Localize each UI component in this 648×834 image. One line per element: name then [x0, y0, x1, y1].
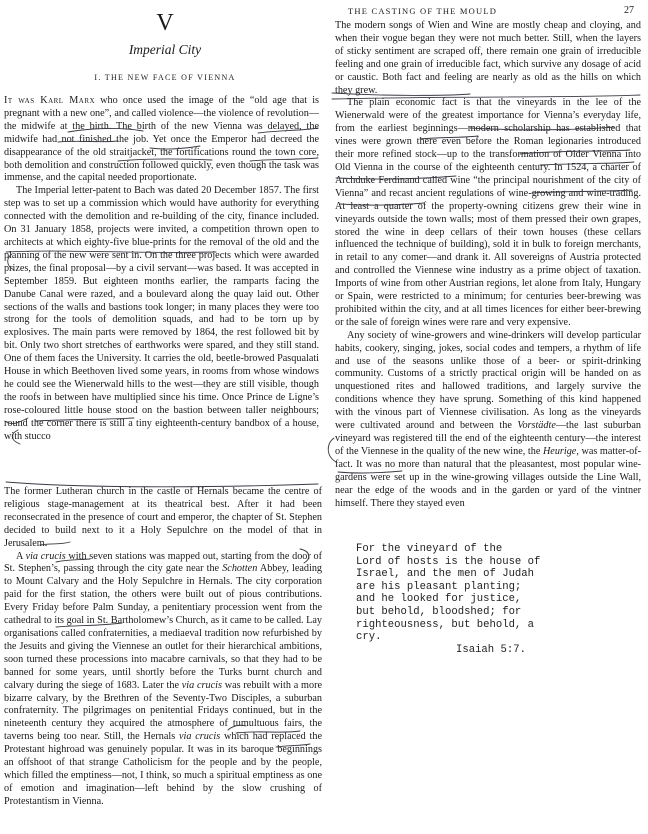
- page-number: 27: [624, 5, 634, 16]
- opening-words: It was Karl Marx: [4, 95, 96, 106]
- right-column: [335, 20, 641, 510]
- italic-via-crucis: via crucis: [179, 731, 221, 743]
- text-run: —the last suburban vineyard was registered till the end of the eighteenth century—the interest of the Viennese in the quality of the new wine, the: [335, 420, 641, 457]
- quote-line: and he looked for justice,: [356, 593, 522, 606]
- italic-heurige: Heurige: [542, 445, 577, 457]
- text-run: with seven stations was mapped out, starting from the door of St. Stephen’s, passing through the city gate near the: [4, 550, 323, 575]
- chapter-title: Imperial City: [128, 42, 202, 57]
- paragraph-opening: [4, 95, 319, 185]
- paragraph-hernals-church: The former Lutheran church in the castle of Hernals became the centre of religious stage-management at its theatrical best. After it had been reconsecrated in the presence of court and emperor, the chapter of St. Stephen decided to build next to it a Holy Sepulchre on the model of that in Jerusalem.: [4, 486, 322, 549]
- left-column-top: [4, 95, 319, 443]
- typed-quotation: [356, 543, 631, 656]
- quote-line: For the vineyard of the: [356, 543, 503, 555]
- quote-line: Israel, and the men of Judah: [356, 568, 535, 581]
- left-column-bottom: [4, 486, 322, 809]
- chapter-number: V: [156, 10, 174, 36]
- text-run: Abbey, leading to Mount Calvary and the Holy Sepulchre in Hernals. The city corporation paid for the first station, the others were built out of pious contributions. Every Friday before Palm Sunday, a penitentiary procession went from the cathedral to its goal in St. Bartholomew’s Church, as it came to be called. Lay organisations called confraternities, a mediaeval tradition now refurbished by the Jesuits and giving the Viennese an outlet for their hierarchical ambitions, soon turned these processions into macabre carnivals, so that they had to be banned for some years, until shortly before the Turks burnt church and calvary during the siege of 1683. Later the: [4, 563, 323, 691]
- italic-schotten: Schotten: [222, 563, 258, 575]
- quote-line: cry.: [356, 631, 382, 644]
- text-run: Any society of wine-growers and wine-drinkers will develop particular habits, cookery, singing, jokes, social codes and tempers, a rhythm of life and use of the seasons unlike those of a beer- or spirit-drinking community. Customs of a strictly practical origin will be handed on as unquestioned rites and hallowed traditions, and largely survive the conditions whence they have sprung. Something of this kind happened with the vinous part of Viennese civilisation. As long as the vineyards were cultivated around and between the: [335, 329, 641, 432]
- opening-text: who once used the image of the “old age that is pregnant with a new one”, and called violence—the violence of revolution—the midwife at the birth. The birth of the new Vienna was delayed, the midwife had not finished the job. Yet once the Emperor had decreed the disappearance of the old straitjacket, the fortifications round the town core, both demolition and construction followed quickly, even though the task was immense, and the capital needed proportionate.: [4, 95, 319, 184]
- text-run: which had replaced the Protestant highroad was genuinely popular. It was in its baroque beginnings an offshoot of that strange Catholicism for the people and by the people, which filled the emptiness—not, I think, so much a spiritual emptiness as one of emotion and imagination—left behind by the slow crushing of Protestantism in Vienna.: [4, 731, 323, 807]
- italic-vorstadte: Vorstädte: [517, 420, 556, 432]
- quote-line: but behold, bloodshed; for: [356, 605, 522, 618]
- running-title: THE CASTING OF THE MOULD: [348, 6, 498, 16]
- quote-line: righteousness, but behold, a: [356, 618, 535, 631]
- page-header: [336, 6, 642, 18]
- paragraph-letter-patent: The Imperial letter-patent to Bach was dated 20 December 1857. The first step was to set up a commission which would have authority for everything connected with the demolition and re-building of the city, finance included. On 31 January 1858, projects were invited, a competition thrown open to architects at which eighty-five blue-prints for the removal of the old and the planning of the new were sent in. On the three projects which were awarded prizes, the final proposal—by a civil servant—was based. It was accepted in September 1859. But eighteen months earlier, the ramparts facing the Danube Canal were razed, and a boulevard along the quay laid out. Other sections of the walls and bastions took longer; in many places they were too strong for the tools of demolition squads, and had to be torn up by explosives. The main parts were removed by 1864, the rest followed bit by bit. Only two short stretches of earthworks were spared, and they still stand. One of them faces the University. It carries the old, beetle-browed Pasqualati House in which Beethoven lived some years, in rooms from whose windows he could see the Wienerwald hills to the west—they are still visible, though the roofs in between have multiplied since his time. Once Prince de Ligne’s rose-coloured little house stood on the bastion between taller neighbours; round the corner there is still a tiny eighteenth-century bandbox of a house, with stucco: [4, 185, 319, 442]
- quote-citation: Isaiah 5:7.: [456, 643, 526, 656]
- paragraph-wine-songs: The modern songs of Wien and Wine are mostly cheap and cloying, and when their vogue began they were not much better. Still, when the layers of sticky sentiment are scraped off, there remain one grain of irreducible feeling and one grain of irreducible fact, which survive any dosage of acid or caustic. Both fact and feeling are nearly as old as the hills on which they grew.: [335, 20, 641, 96]
- text-run: was rebuilt with a more bizarre calvary, by the Brethren of the Seventy-Two Disciples, a suburban confraternity. The pilgrimages on penitential Fridays continued, but in the nineteenth century they acquired the atmosphere of tumultuous fairs, the taverns being too near. Still, the Hernals: [4, 679, 322, 743]
- quote-line: are his pleasant planting;: [356, 580, 522, 593]
- section-title: I. THE NEW FACE OF VIENNA: [94, 73, 236, 82]
- paragraph-via-crucis: [4, 551, 322, 809]
- text-run: A: [16, 550, 26, 562]
- paragraph-wine-society: [335, 330, 641, 511]
- italic-via-crucis: via crucis: [181, 679, 222, 691]
- text-run: , was matter-of-fact. It was no more than natural that the pleasantest, most popular wine-gardens were set up in the wine-growing villages outside the Line Wall, near the edge of the woods and in the garden or yard of the vintner himself. There they stayed even: [335, 445, 641, 509]
- italic-via-crucis: via crucis: [25, 550, 66, 562]
- quote-line: Lord of hosts is the house of: [356, 555, 541, 568]
- paragraph-economic-fact: The plain economic fact is that the vineyards in the lee of the Wienerwald were of the greatest importance for Vienna’s everyday life, from the earliest beginnings—modern scholarship has established that vines were grown there even before the Roman legionaries introduced their more refined stock—up to the transformation of Older Vienna into Old Vienna in the course of the eighteenth century. In 1524, a charter of Archduke Ferdinand called wine “the principal nourishment of the city of Vienna” and recast ancient regulations of wine-growing and wine-trading. At least a quarter of the property-owning citizens grew their wine in vineyards outside the town walls; most of them pressed their own grapes, stored the wine in deep cellars of their town houses (these cellars influenced the technique of building), sold it in bulk to foreign merchants, in retail to any comer—and drank it. All sovereigns of Austria protected and controlled the Viennese wine industry as a prime object of taxation. Imports of wine from other Austrian regions, let alone from Italy, Hungary or Spain, were restricted to a minimum; for centuries beer-brewing was prohibited within the city, and at all times licences for either beer-brewing or the sale of foreign wines were rare and very expensive.: [335, 97, 641, 328]
